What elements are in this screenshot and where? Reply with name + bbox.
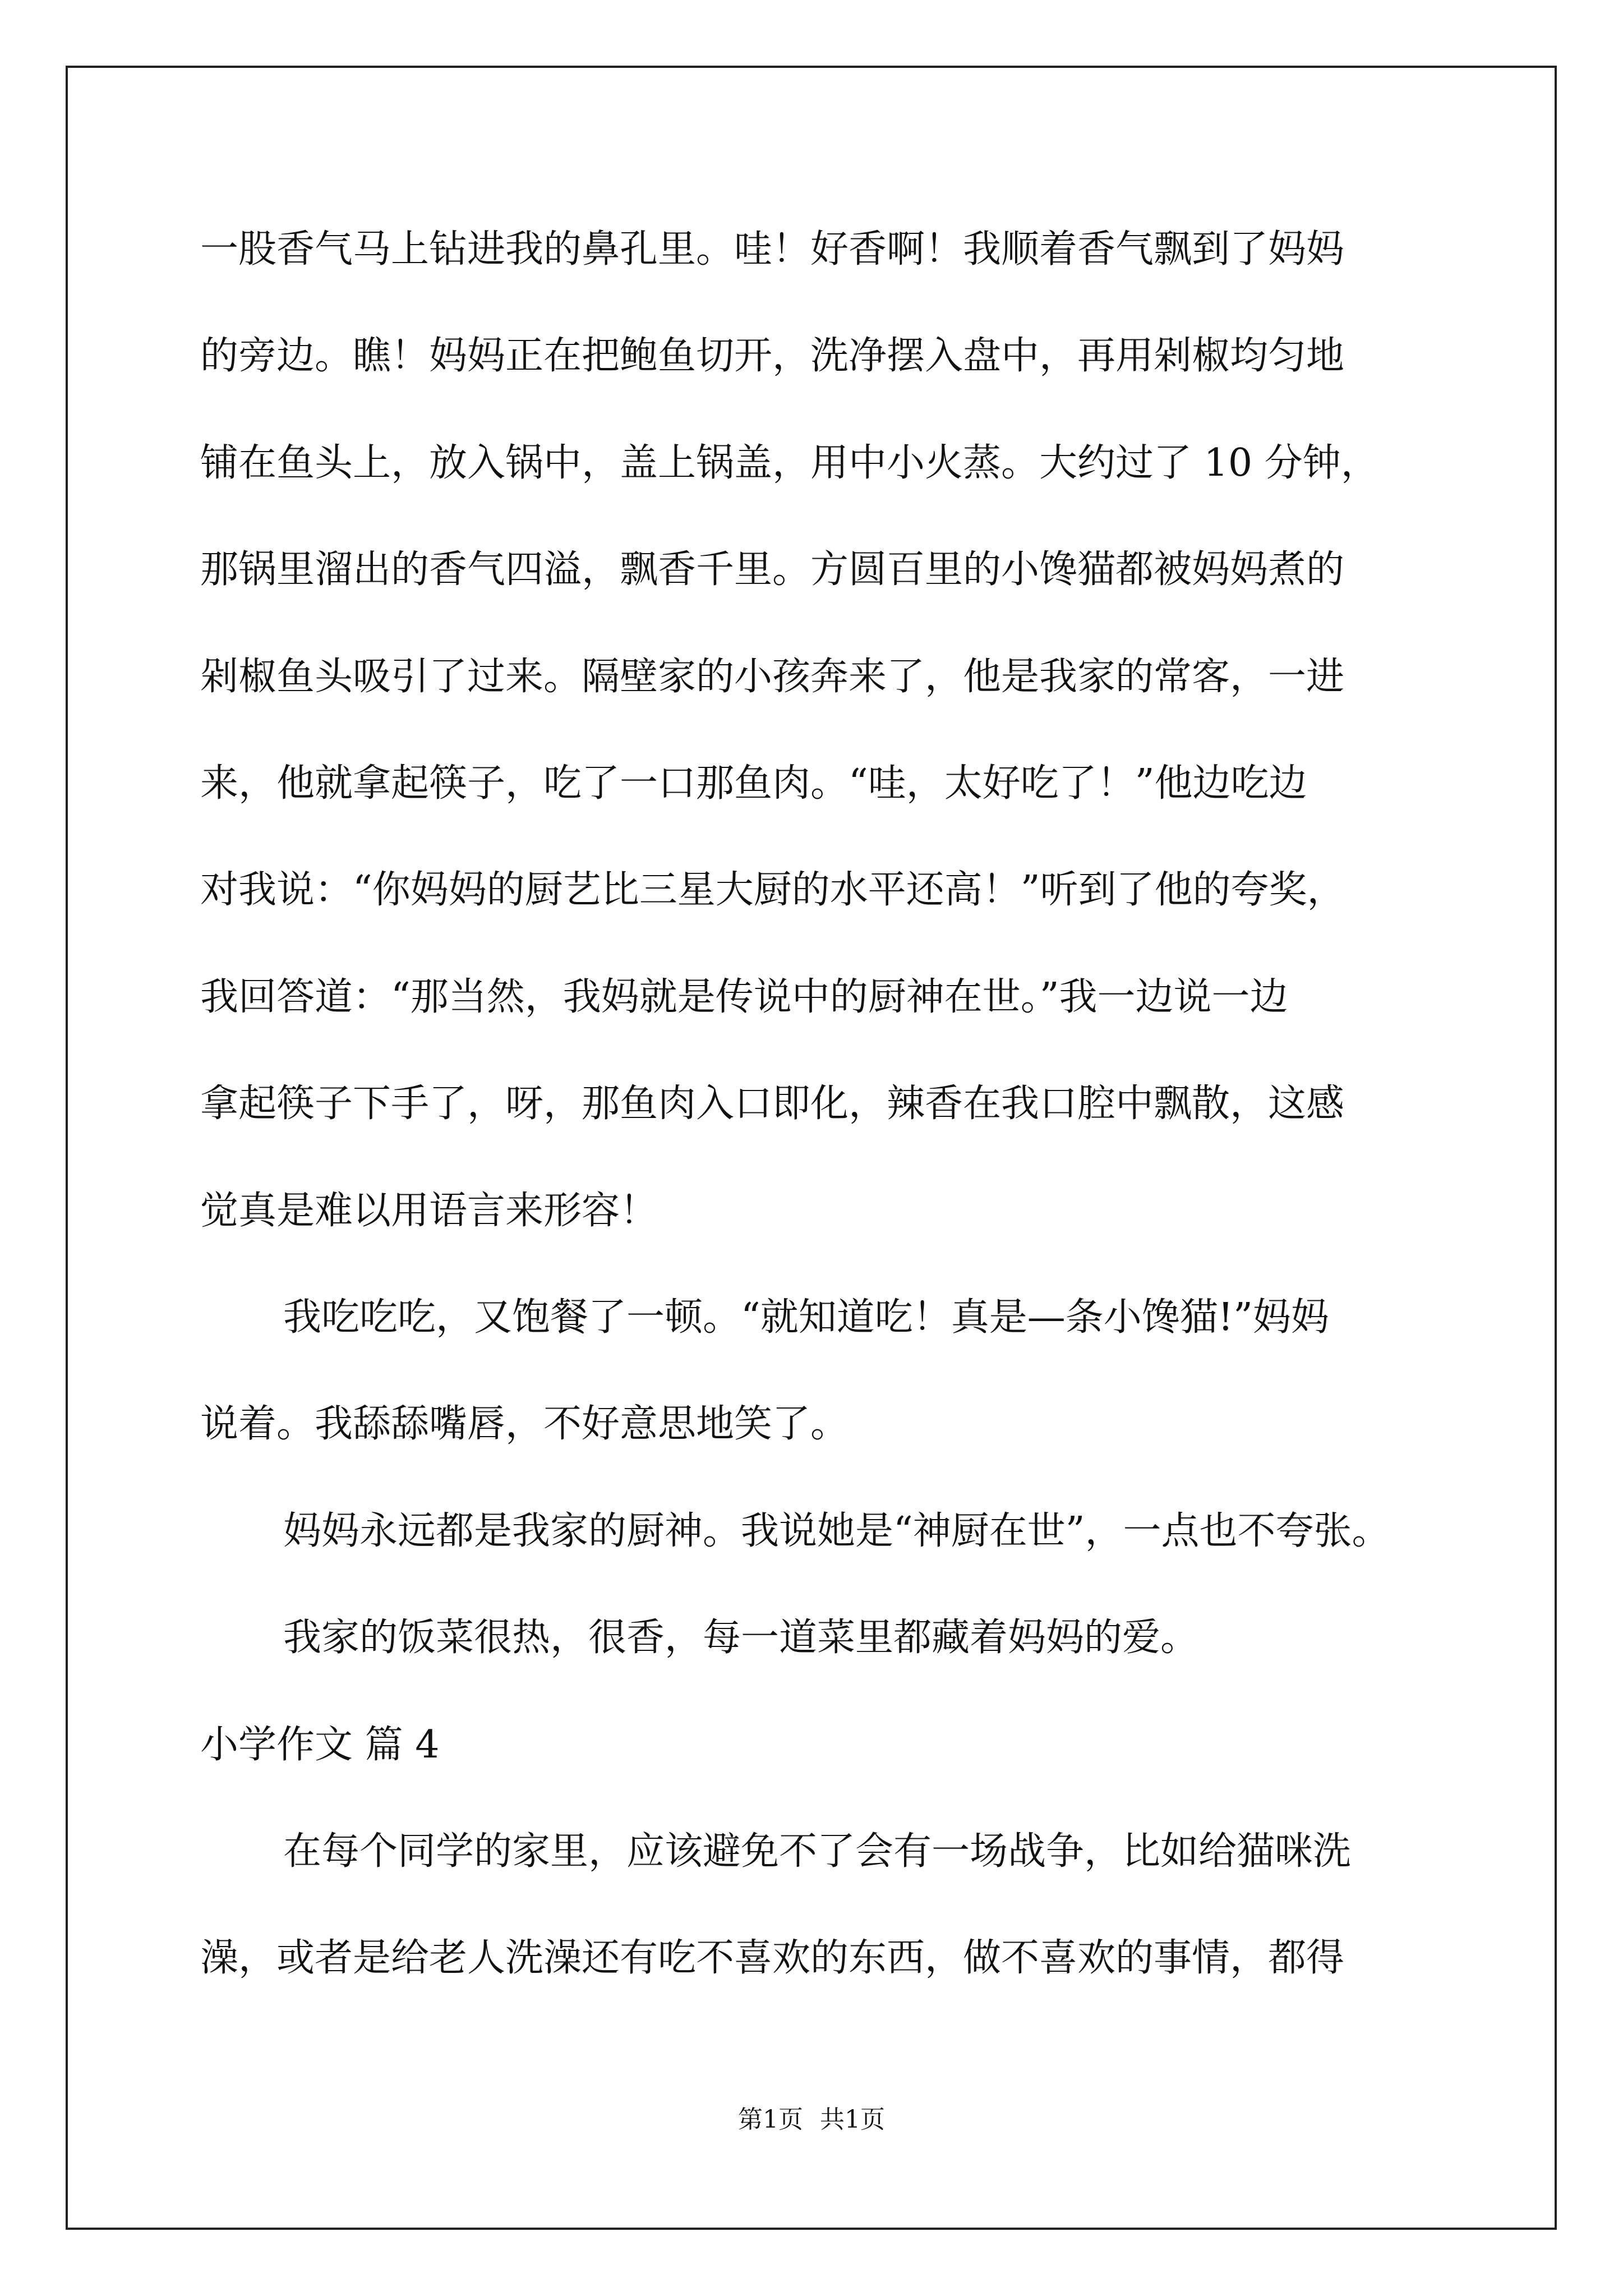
- page-total: 共1页: [820, 2105, 885, 2134]
- text-line: 觉真是难以用语言来形容！: [200, 1189, 658, 1233]
- page-border: [66, 66, 1557, 2230]
- text-line: 我家的饭菜很热，很香，每一道菜里都藏着妈妈的爱。: [283, 1616, 1199, 1660]
- text-line: 对我说：“你妈妈的厨艺比三星大厨的水平还高！”听到了他的夸奖，: [200, 868, 1345, 912]
- text-line: 剁椒鱼头吸引了过来。隔壁家的小孩奔来了，他是我家的常客，一进: [200, 655, 1345, 699]
- text-line: 说着。我舔舔嘴唇，不好意思地笑了。: [200, 1402, 849, 1446]
- text-line: 澡，或者是给老人洗澡还有吃不喜欢的东西，做不喜欢的事情，都得: [200, 1936, 1345, 1980]
- page-footer: [0, 2099, 1623, 2135]
- text-line: 那锅里溜出的香气四溢，飘香千里。方圆百里的小馋猫都被妈妈煮的: [200, 547, 1345, 592]
- section-heading: 小学作文 篇 4: [200, 1723, 440, 1767]
- text-line: 我吃吃吃，又饱餐了一顿。“就知道吃！真是—条小馋猫!”妈妈: [283, 1295, 1329, 1340]
- text-line: 铺在鱼头上，放入锅中，盖上锅盖，用中小火蒸。大约过了 10 分钟，: [200, 441, 1379, 485]
- text-line: 我回答道：“那当然，我妈就是传说中的厨神在世。”我一边说一边: [200, 975, 1288, 1019]
- text-line: 妈妈永远都是我家的厨神。我说她是“神厨在世”，一点也不夸张。: [283, 1509, 1390, 1553]
- page-number: 第1页: [738, 2105, 803, 2134]
- text-line: 一股香气马上钻进我的鼻孔里。哇！好香啊！我顺着香气飘到了妈妈: [200, 227, 1345, 272]
- text-line: 在每个同学的家里，应该避免不了会有一场战争，比如给猫咪洗: [283, 1829, 1352, 1874]
- text-line: 来，他就拿起筷子，吃了一口那鱼肉。“哇，太好吃了！”他边吃边: [200, 761, 1307, 806]
- text-line: 拿起筷子下手了，呀，那鱼肉入口即化，辣香在我口腔中飘散，这感: [200, 1082, 1345, 1126]
- text-line: 的旁边。瞧！妈妈正在把鲍鱼切开，洗净摆入盘中，再用剁椒均匀地: [200, 334, 1345, 378]
